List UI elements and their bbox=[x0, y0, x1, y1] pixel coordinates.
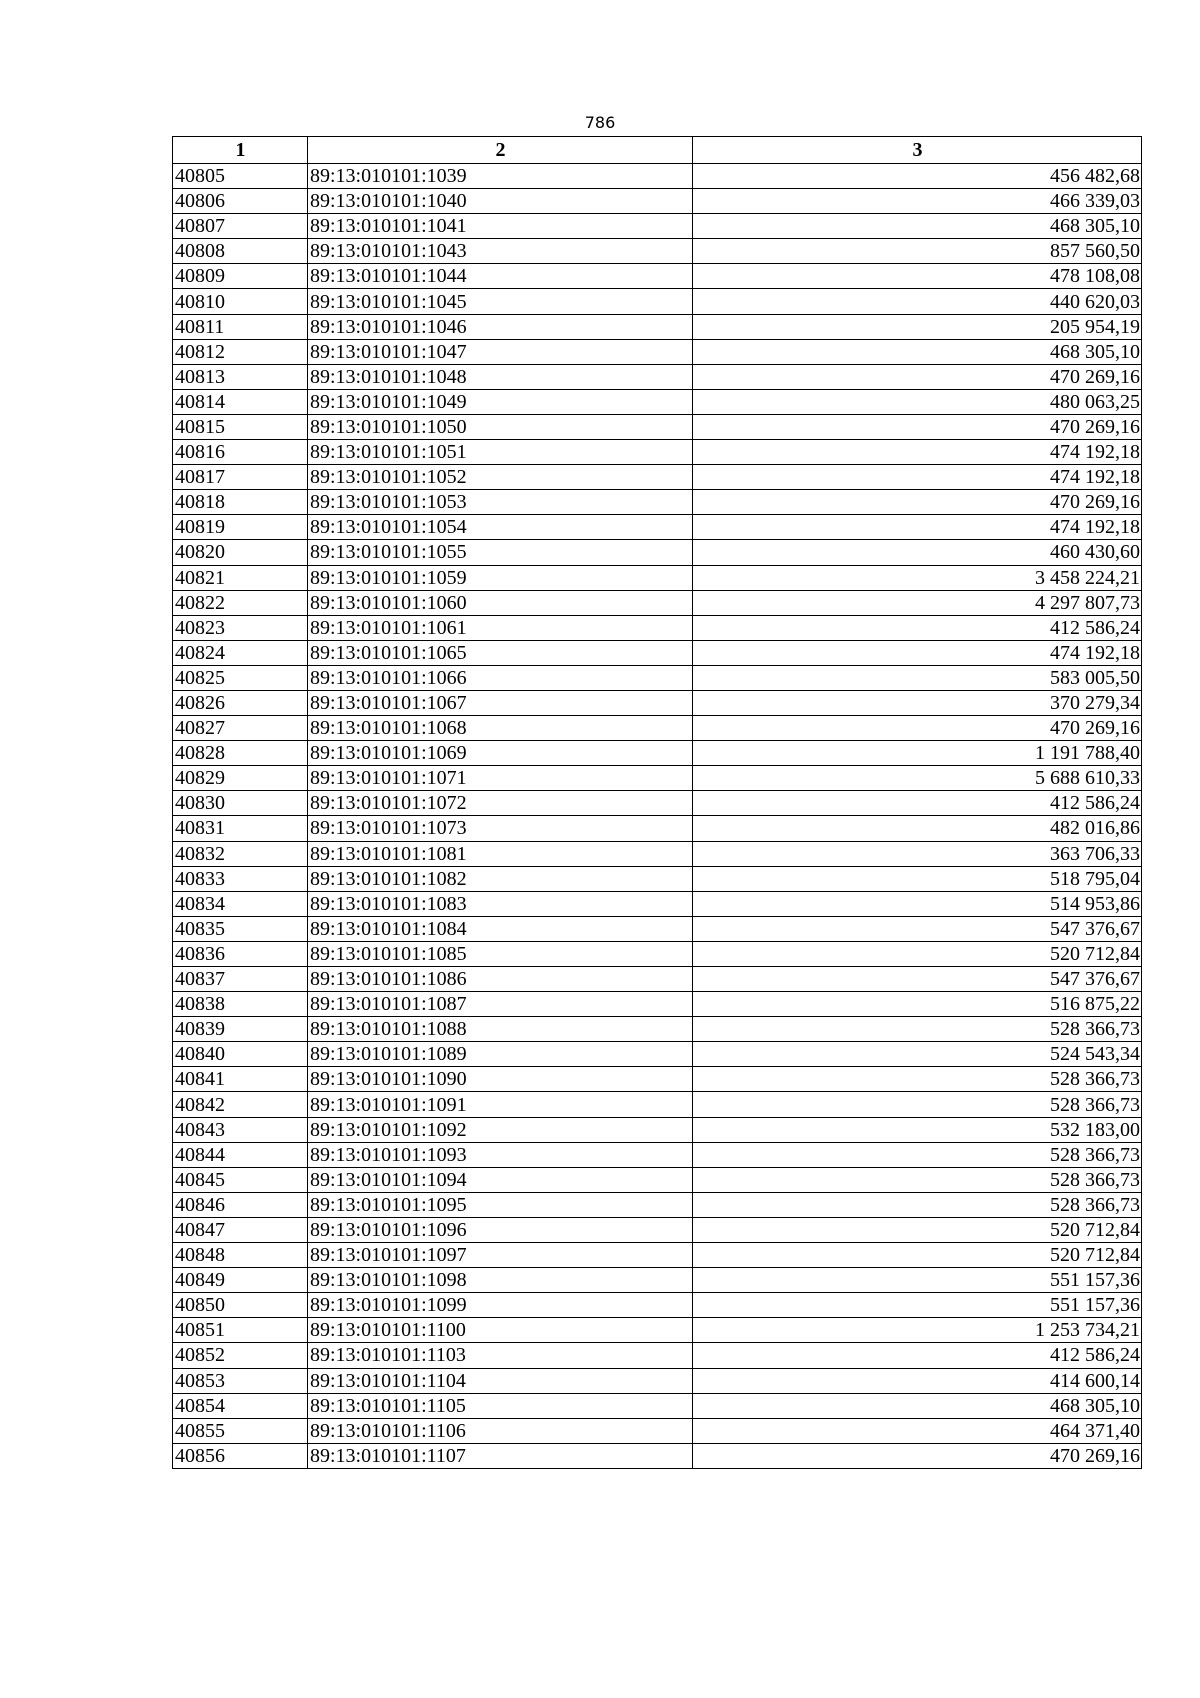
cadastral-number-cell: 89:13:010101:1066 bbox=[308, 665, 693, 690]
row-number-cell: 40824 bbox=[173, 640, 308, 665]
row-number-cell: 40823 bbox=[173, 615, 308, 640]
cadastral-number-cell: 89:13:010101:1100 bbox=[308, 1318, 693, 1343]
table-row bbox=[173, 440, 1142, 465]
row-number-cell: 40819 bbox=[173, 515, 308, 540]
value-cell: 5 688 610,33 bbox=[693, 766, 1142, 791]
table-body bbox=[173, 164, 1142, 1469]
value-cell: 468 305,10 bbox=[693, 1393, 1142, 1418]
column-header-3: 3 bbox=[693, 137, 1142, 164]
value-cell: 470 269,16 bbox=[693, 414, 1142, 439]
cadastral-number-cell: 89:13:010101:1048 bbox=[308, 364, 693, 389]
table-row bbox=[173, 1142, 1142, 1167]
table-row bbox=[173, 264, 1142, 289]
value-cell: 460 430,60 bbox=[693, 540, 1142, 565]
cadastral-number-cell: 89:13:010101:1094 bbox=[308, 1167, 693, 1192]
cadastral-number-cell: 89:13:010101:1051 bbox=[308, 440, 693, 465]
table-row bbox=[173, 1067, 1142, 1092]
table-row bbox=[173, 766, 1142, 791]
table-row bbox=[173, 164, 1142, 189]
table-row bbox=[173, 841, 1142, 866]
row-number-cell: 40822 bbox=[173, 590, 308, 615]
table-row bbox=[173, 364, 1142, 389]
table-row bbox=[173, 1167, 1142, 1192]
value-cell: 514 953,86 bbox=[693, 891, 1142, 916]
cadastral-number-cell: 89:13:010101:1082 bbox=[308, 866, 693, 891]
header-row bbox=[173, 137, 1142, 164]
table-row bbox=[173, 1368, 1142, 1393]
row-number-cell: 40828 bbox=[173, 741, 308, 766]
value-cell: 205 954,19 bbox=[693, 314, 1142, 339]
cadastral-number-cell: 89:13:010101:1085 bbox=[308, 941, 693, 966]
value-cell: 518 795,04 bbox=[693, 866, 1142, 891]
cadastral-number-cell: 89:13:010101:1106 bbox=[308, 1418, 693, 1443]
cadastral-number-cell: 89:13:010101:1050 bbox=[308, 414, 693, 439]
table-row bbox=[173, 816, 1142, 841]
row-number-cell: 40837 bbox=[173, 967, 308, 992]
value-cell: 482 016,86 bbox=[693, 816, 1142, 841]
row-number-cell: 40811 bbox=[173, 314, 308, 339]
row-number-cell: 40856 bbox=[173, 1443, 308, 1468]
value-cell: 528 366,73 bbox=[693, 1192, 1142, 1217]
value-cell: 583 005,50 bbox=[693, 665, 1142, 690]
cadastral-number-cell: 89:13:010101:1105 bbox=[308, 1393, 693, 1418]
table-row bbox=[173, 665, 1142, 690]
cadastral-number-cell: 89:13:010101:1073 bbox=[308, 816, 693, 841]
row-number-cell: 40847 bbox=[173, 1217, 308, 1242]
row-number-cell: 40810 bbox=[173, 289, 308, 314]
value-cell: 520 712,84 bbox=[693, 1243, 1142, 1268]
cadastral-number-cell: 89:13:010101:1107 bbox=[308, 1443, 693, 1468]
value-cell: 474 192,18 bbox=[693, 440, 1142, 465]
table-row bbox=[173, 289, 1142, 314]
value-cell: 468 305,10 bbox=[693, 339, 1142, 364]
value-cell: 551 157,36 bbox=[693, 1268, 1142, 1293]
table-row bbox=[173, 967, 1142, 992]
cadastral-number-cell: 89:13:010101:1065 bbox=[308, 640, 693, 665]
row-number-cell: 40825 bbox=[173, 665, 308, 690]
row-number-cell: 40851 bbox=[173, 1318, 308, 1343]
cadastral-number-cell: 89:13:010101:1095 bbox=[308, 1192, 693, 1217]
row-number-cell: 40808 bbox=[173, 239, 308, 264]
table-row bbox=[173, 1092, 1142, 1117]
row-number-cell: 40845 bbox=[173, 1167, 308, 1192]
table-row bbox=[173, 540, 1142, 565]
row-number-cell: 40849 bbox=[173, 1268, 308, 1293]
value-cell: 466 339,03 bbox=[693, 189, 1142, 214]
row-number-cell: 40809 bbox=[173, 264, 308, 289]
cadastral-number-cell: 89:13:010101:1046 bbox=[308, 314, 693, 339]
row-number-cell: 40807 bbox=[173, 214, 308, 239]
table-row bbox=[173, 339, 1142, 364]
cadastral-number-cell: 89:13:010101:1089 bbox=[308, 1042, 693, 1067]
value-cell: 480 063,25 bbox=[693, 389, 1142, 414]
cadastral-number-cell: 89:13:010101:1099 bbox=[308, 1293, 693, 1318]
table-row bbox=[173, 1418, 1142, 1443]
cadastral-number-cell: 89:13:010101:1047 bbox=[308, 339, 693, 364]
row-number-cell: 40821 bbox=[173, 565, 308, 590]
value-cell: 474 192,18 bbox=[693, 465, 1142, 490]
cadastral-number-cell: 89:13:010101:1083 bbox=[308, 891, 693, 916]
table-row bbox=[173, 1117, 1142, 1142]
row-number-cell: 40844 bbox=[173, 1142, 308, 1167]
row-number-cell: 40806 bbox=[173, 189, 308, 214]
cadastral-number-cell: 89:13:010101:1086 bbox=[308, 967, 693, 992]
table-row bbox=[173, 1243, 1142, 1268]
cadastral-number-cell: 89:13:010101:1061 bbox=[308, 615, 693, 640]
table-row bbox=[173, 916, 1142, 941]
row-number-cell: 40848 bbox=[173, 1243, 308, 1268]
row-number-cell: 40834 bbox=[173, 891, 308, 916]
cadastral-number-cell: 89:13:010101:1049 bbox=[308, 389, 693, 414]
table-row bbox=[173, 1393, 1142, 1418]
cadastral-number-cell: 89:13:010101:1103 bbox=[308, 1343, 693, 1368]
table-row bbox=[173, 866, 1142, 891]
row-number-cell: 40854 bbox=[173, 1393, 308, 1418]
cadastral-number-cell: 89:13:010101:1091 bbox=[308, 1092, 693, 1117]
cadastral-number-cell: 89:13:010101:1043 bbox=[308, 239, 693, 264]
cadastral-number-cell: 89:13:010101:1092 bbox=[308, 1117, 693, 1142]
table-row bbox=[173, 389, 1142, 414]
row-number-cell: 40820 bbox=[173, 540, 308, 565]
table-row bbox=[173, 414, 1142, 439]
value-cell: 412 586,24 bbox=[693, 791, 1142, 816]
row-number-cell: 40829 bbox=[173, 766, 308, 791]
row-number-cell: 40827 bbox=[173, 716, 308, 741]
row-number-cell: 40818 bbox=[173, 490, 308, 515]
cadastral-number-cell: 89:13:010101:1096 bbox=[308, 1217, 693, 1242]
value-cell: 412 586,24 bbox=[693, 615, 1142, 640]
row-number-cell: 40815 bbox=[173, 414, 308, 439]
table-row bbox=[173, 1217, 1142, 1242]
value-cell: 528 366,73 bbox=[693, 1092, 1142, 1117]
cadastral-number-cell: 89:13:010101:1084 bbox=[308, 916, 693, 941]
cadastral-number-cell: 89:13:010101:1097 bbox=[308, 1243, 693, 1268]
value-cell: 520 712,84 bbox=[693, 1217, 1142, 1242]
value-cell: 470 269,16 bbox=[693, 1443, 1142, 1468]
table-row bbox=[173, 1318, 1142, 1343]
row-number-cell: 40843 bbox=[173, 1117, 308, 1142]
value-cell: 4 297 807,73 bbox=[693, 590, 1142, 615]
cadastral-number-cell: 89:13:010101:1093 bbox=[308, 1142, 693, 1167]
value-cell: 370 279,34 bbox=[693, 690, 1142, 715]
cadastral-number-cell: 89:13:010101:1090 bbox=[308, 1067, 693, 1092]
table-header bbox=[173, 137, 1142, 164]
value-cell: 551 157,36 bbox=[693, 1293, 1142, 1318]
value-cell: 857 560,50 bbox=[693, 239, 1142, 264]
cadastral-number-cell: 89:13:010101:1081 bbox=[308, 841, 693, 866]
cadastral-number-cell: 89:13:010101:1045 bbox=[308, 289, 693, 314]
value-cell: 532 183,00 bbox=[693, 1117, 1142, 1142]
row-number-cell: 40831 bbox=[173, 816, 308, 841]
table-row bbox=[173, 239, 1142, 264]
value-cell: 474 192,18 bbox=[693, 515, 1142, 540]
row-number-cell: 40805 bbox=[173, 164, 308, 189]
table-row bbox=[173, 716, 1142, 741]
table-row bbox=[173, 891, 1142, 916]
row-number-cell: 40816 bbox=[173, 440, 308, 465]
table-row bbox=[173, 465, 1142, 490]
row-number-cell: 40839 bbox=[173, 1017, 308, 1042]
value-cell: 363 706,33 bbox=[693, 841, 1142, 866]
value-cell: 468 305,10 bbox=[693, 214, 1142, 239]
table-row bbox=[173, 791, 1142, 816]
table-row bbox=[173, 590, 1142, 615]
table-row bbox=[173, 992, 1142, 1017]
cadastral-number-cell: 89:13:010101:1072 bbox=[308, 791, 693, 816]
cadastral-number-cell: 89:13:010101:1059 bbox=[308, 565, 693, 590]
value-cell: 456 482,68 bbox=[693, 164, 1142, 189]
cadastral-number-cell: 89:13:010101:1071 bbox=[308, 766, 693, 791]
value-cell: 464 371,40 bbox=[693, 1418, 1142, 1443]
row-number-cell: 40826 bbox=[173, 690, 308, 715]
cadastral-number-cell: 89:13:010101:1068 bbox=[308, 716, 693, 741]
value-cell: 470 269,16 bbox=[693, 364, 1142, 389]
column-header-1: 1 bbox=[173, 137, 308, 164]
row-number-cell: 40833 bbox=[173, 866, 308, 891]
cadastral-number-cell: 89:13:010101:1060 bbox=[308, 590, 693, 615]
cadastral-number-cell: 89:13:010101:1040 bbox=[308, 189, 693, 214]
row-number-cell: 40853 bbox=[173, 1368, 308, 1393]
value-cell: 412 586,24 bbox=[693, 1343, 1142, 1368]
row-number-cell: 40855 bbox=[173, 1418, 308, 1443]
table-row bbox=[173, 615, 1142, 640]
value-cell: 1 191 788,40 bbox=[693, 741, 1142, 766]
value-cell: 547 376,67 bbox=[693, 916, 1142, 941]
page-number: 786 bbox=[584, 113, 616, 132]
row-number-cell: 40836 bbox=[173, 941, 308, 966]
row-number-cell: 40814 bbox=[173, 389, 308, 414]
row-number-cell: 40850 bbox=[173, 1293, 308, 1318]
table-row bbox=[173, 741, 1142, 766]
row-number-cell: 40842 bbox=[173, 1092, 308, 1117]
cadastral-number-cell: 89:13:010101:1039 bbox=[308, 164, 693, 189]
value-cell: 528 366,73 bbox=[693, 1067, 1142, 1092]
table-row bbox=[173, 214, 1142, 239]
value-cell: 547 376,67 bbox=[693, 967, 1142, 992]
value-cell: 528 366,73 bbox=[693, 1167, 1142, 1192]
cadastral-number-cell: 89:13:010101:1052 bbox=[308, 465, 693, 490]
table-row bbox=[173, 1042, 1142, 1067]
cadastral-number-cell: 89:13:010101:1087 bbox=[308, 992, 693, 1017]
table-row bbox=[173, 1293, 1142, 1318]
column-header-2: 2 bbox=[308, 137, 693, 164]
value-cell: 474 192,18 bbox=[693, 640, 1142, 665]
table-row bbox=[173, 1343, 1142, 1368]
table-row bbox=[173, 1192, 1142, 1217]
row-number-cell: 40812 bbox=[173, 339, 308, 364]
cadastral-number-cell: 89:13:010101:1053 bbox=[308, 490, 693, 515]
table-row bbox=[173, 565, 1142, 590]
row-number-cell: 40846 bbox=[173, 1192, 308, 1217]
table-row bbox=[173, 640, 1142, 665]
cadastral-number-cell: 89:13:010101:1041 bbox=[308, 214, 693, 239]
table-row bbox=[173, 490, 1142, 515]
row-number-cell: 40852 bbox=[173, 1343, 308, 1368]
table-row bbox=[173, 515, 1142, 540]
cadastral-number-cell: 89:13:010101:1067 bbox=[308, 690, 693, 715]
table-row bbox=[173, 941, 1142, 966]
value-cell: 1 253 734,21 bbox=[693, 1318, 1142, 1343]
row-number-cell: 40835 bbox=[173, 916, 308, 941]
cadastral-number-cell: 89:13:010101:1104 bbox=[308, 1368, 693, 1393]
row-number-cell: 40813 bbox=[173, 364, 308, 389]
table-row bbox=[173, 1017, 1142, 1042]
value-cell: 470 269,16 bbox=[693, 490, 1142, 515]
cadastral-number-cell: 89:13:010101:1055 bbox=[308, 540, 693, 565]
row-number-cell: 40817 bbox=[173, 465, 308, 490]
value-cell: 414 600,14 bbox=[693, 1368, 1142, 1393]
cadastral-number-cell: 89:13:010101:1088 bbox=[308, 1017, 693, 1042]
table-row bbox=[173, 189, 1142, 214]
table-row bbox=[173, 1443, 1142, 1468]
value-cell: 516 875,22 bbox=[693, 992, 1142, 1017]
value-cell: 470 269,16 bbox=[693, 716, 1142, 741]
row-number-cell: 40832 bbox=[173, 841, 308, 866]
row-number-cell: 40830 bbox=[173, 791, 308, 816]
value-cell: 3 458 224,21 bbox=[693, 565, 1142, 590]
cadastral-number-cell: 89:13:010101:1044 bbox=[308, 264, 693, 289]
cadastral-number-cell: 89:13:010101:1098 bbox=[308, 1268, 693, 1293]
value-cell: 528 366,73 bbox=[693, 1017, 1142, 1042]
data-table bbox=[172, 136, 1142, 1469]
row-number-cell: 40841 bbox=[173, 1067, 308, 1092]
cadastral-number-cell: 89:13:010101:1069 bbox=[308, 741, 693, 766]
table-row bbox=[173, 314, 1142, 339]
value-cell: 478 108,08 bbox=[693, 264, 1142, 289]
value-cell: 528 366,73 bbox=[693, 1142, 1142, 1167]
value-cell: 524 543,34 bbox=[693, 1042, 1142, 1067]
cadastral-number-cell: 89:13:010101:1054 bbox=[308, 515, 693, 540]
table-row bbox=[173, 1268, 1142, 1293]
row-number-cell: 40840 bbox=[173, 1042, 308, 1067]
table-row bbox=[173, 690, 1142, 715]
value-cell: 440 620,03 bbox=[693, 289, 1142, 314]
value-cell: 520 712,84 bbox=[693, 941, 1142, 966]
row-number-cell: 40838 bbox=[173, 992, 308, 1017]
